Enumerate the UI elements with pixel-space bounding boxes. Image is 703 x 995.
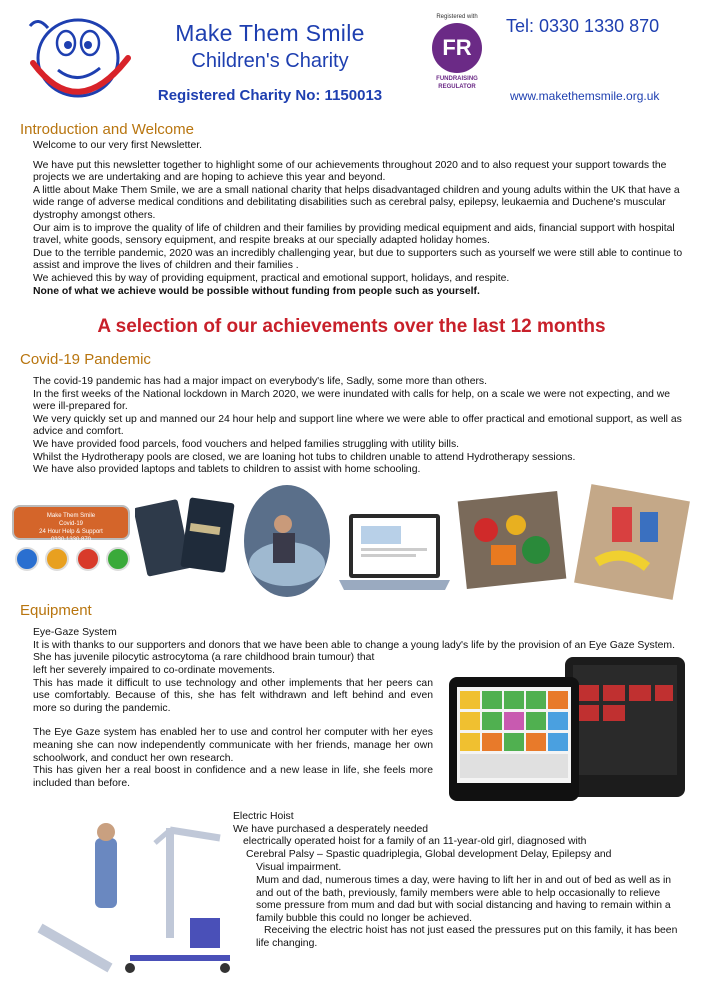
page-header — [0, 0, 703, 110]
intro-paragraph: A little about Make Them Smile, we are a small national charity that helps disadvantaged children and young adults within the UK that have a wide range of adverse medical conditions and debilitating disabilities such as cerebral palsy, epilepsy, leukaemia and Duchene's muscular dystrophy amongst others. — [33, 184, 680, 221]
covid-section-title: Covid-19 Pandemic — [20, 351, 151, 368]
food-parcel-photo — [456, 490, 568, 590]
water-drop-icon — [15, 547, 39, 571]
telephone-number: Tel: 0330 1330 870 — [506, 16, 660, 36]
intro-paragraph: Our aim is to improve the quality of life of children and their families by providing medical equipment and aids, financial support with hospital travel, white goods, sensory equipment, and respite breaks at our specially adapted holiday homes. — [33, 222, 675, 247]
electric-hoist-image — [20, 818, 235, 988]
grocery-photo — [572, 482, 692, 602]
hoist-body — [256, 875, 686, 951]
hoist-line — [256, 862, 693, 875]
eye-gaze-paragraph: left her severely impaired to co-ordinate movements. — [33, 665, 275, 676]
eye-gaze-paragraph: This has given her a real boost in confidence and a new lease in life, she feels more included than before. — [33, 765, 433, 789]
hoist-header-text — [233, 811, 693, 836]
badge-line: 0330 1330 870 — [50, 537, 92, 543]
eye-gaze-tablet-image — [445, 655, 690, 803]
intro-paragraph: We have put this newsletter together to highlight some of our achievements throughout 2020 and to also request your support towards the projects we are undertaking and are hoping to achieve this year and beyond. — [33, 159, 667, 184]
covid-paragraph: We have provided food parcels, food vouchers and helped families struggling with utility bills. — [33, 438, 460, 450]
laptop-image — [337, 510, 452, 602]
org-name: Make Them Smile — [175, 20, 365, 46]
hoist-paragraph: Cerebral Palsy – Spastic quadriplegia, Global development Delay, Epilepsy and — [246, 849, 612, 860]
intro-funding-statement: None of what we achieve would be possible without funding from people such as yourself. — [33, 285, 480, 297]
fr-badge-top-text: Registered with — [436, 14, 478, 20]
eye-gaze-paragraph: The Eye Gaze system has enabled her to use and control her computer with her eyes meaning she can now independently communicate with her friends, manage her own schoolwork, and conduct her own research. — [33, 727, 433, 764]
eye-gaze-title: Eye-Gaze System — [33, 627, 117, 638]
hoist-paragraph: Mum and dad, numerous times a day, were having to lift her in and out of bed as well as in and out of the bath, previously, family members were able to help occasionally to relieve some pressure from mum and dad but with social distancing and having to remain within a family bubble this could no longer be achieved. — [256, 875, 672, 924]
intro-body — [33, 140, 688, 298]
utility-icons-row — [15, 547, 132, 576]
equipment-section-title: Equipment — [20, 602, 92, 619]
covid-paragraph: We have also provided laptops and tablets to children to assist with home schooling. — [33, 464, 421, 476]
intro-paragraph: We achieved this by way of providing equipment, practical and emotional support, holidays, and respite. — [33, 272, 510, 284]
hoist-paragraph: Visual impairment. — [256, 862, 342, 873]
hoist-line — [246, 849, 693, 862]
power-icon — [106, 547, 130, 571]
electricity-icon — [76, 547, 100, 571]
smiley-logo-icon — [18, 8, 138, 108]
hoist-paragraph: We have purchased a desperately needed — [233, 823, 429, 835]
flame-icon — [45, 547, 69, 571]
intro-section-title: Introduction and Welcome — [20, 121, 194, 138]
intro-paragraph: Due to the terrible pandemic, 2020 was an incredibly challenging year, but due to supporters such as yourself we were still able to continue to assist and improve the lives of children and their families . — [33, 247, 683, 272]
helpline-badge — [12, 505, 130, 543]
food-voucher-cards-image — [135, 495, 240, 580]
achievements-heading: A selection of our achievements over the last 12 months — [97, 316, 606, 337]
badge-line: 24 Hour Help & Support — [39, 529, 103, 535]
intro-welcome: Welcome to our very first Newsletter. — [33, 140, 202, 151]
covid-body — [33, 376, 693, 477]
badge-line: Make Them Smile — [46, 513, 96, 519]
covid-paragraph: The covid-19 pandemic has had a major impact on everybody's life, Sadly, some more than others. — [33, 376, 488, 387]
covid-paragraph: In the first weeks of the National lockdown in March 2020, we were inundated with calls for help, on a scale we were not expecting, and we were ill-prepared for. — [33, 388, 671, 413]
hot-tub-photo — [243, 484, 331, 599]
fr-logo-icon: FR — [432, 23, 482, 73]
covid-paragraph: Whilst the Hydrotherapy pools are closed, we are loaning hot tubs to children unable to attend Hydrotherapy sessions. — [33, 451, 576, 463]
registered-charity-number: Registered Charity No: 1150013 — [157, 87, 383, 104]
hoist-paragraph: Receiving the electric hoist has not just eased the pressures put on this family, it has been life changing. — [256, 925, 678, 949]
hoist-line — [243, 836, 693, 849]
hoist-paragraph: electrically operated hoist for a family of an 11-year-old girl, diagnosed with — [243, 836, 587, 847]
fundraising-regulator-badge — [425, 14, 489, 106]
fr-badge-line-1: FUNDRAISING — [436, 76, 478, 82]
eye-gaze-body — [33, 665, 433, 790]
eye-gaze-paragraph: It is with thanks to our supporters and donors that we have been able to change a young lady's life by the provision of an Eye Gaze System. She has juvenile pilocytic astrocytoma (a rare childhood brain tumour) that — [33, 639, 675, 664]
hoist-title: Electric Hoist — [233, 811, 294, 822]
eye-gaze-paragraph: This has made it difficult to use technology and other implements that her peers can use comfortably. Because of this, she has felt withdrawn and left behind and even more so during the pandemic. — [33, 677, 433, 714]
website-link[interactable]: www.makethemsmile.org.uk — [510, 89, 660, 103]
covid-paragraph: We very quickly set up and manned our 24 hour help and support line where we were able to offer practical and emotional support, as well as advice and comfort. — [33, 413, 682, 438]
badge-line: Covid-19 — [58, 521, 83, 527]
org-subtitle: Children's Charity — [191, 50, 349, 72]
fr-badge-line-2: REGULATOR — [438, 84, 476, 90]
